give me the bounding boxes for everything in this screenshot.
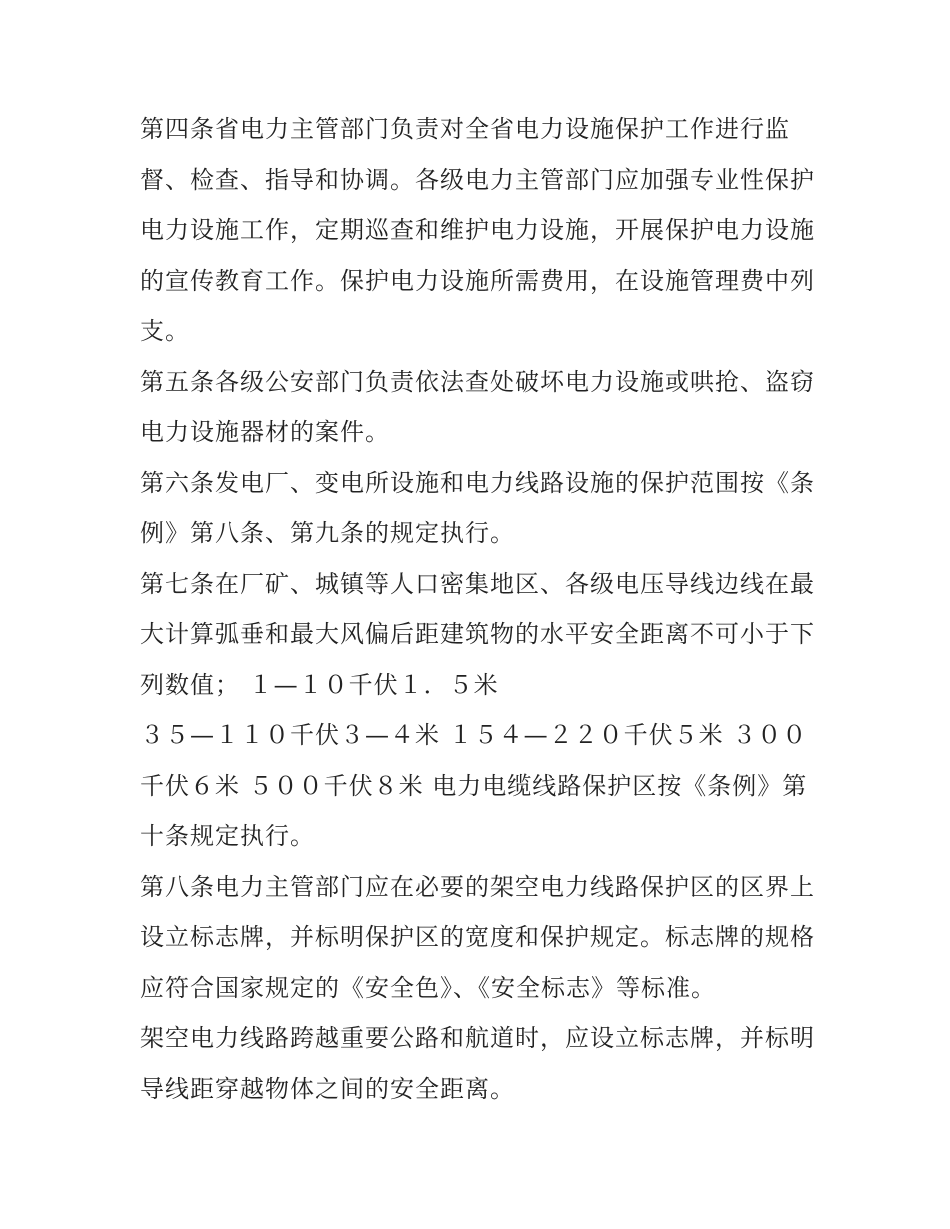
text-line: 第五条各级公安部门负责依法查处破坏电力设施或哄抢、盗窃: [140, 367, 815, 396]
text-line: 电力设施工作，定期巡查和维护电力设施，开展保护电力设施: [140, 216, 815, 244]
text-line: 督、检查、指导和协调。各级电力主管部门应加强专业性保护: [140, 165, 815, 194]
text-line: 的宣传教育工作。保护电力设施所需费用，在设施管理费中列: [140, 266, 815, 295]
text-line: 第八条电力主管部门应在必要的架空电力线路保护区的区界上: [140, 872, 815, 901]
text-line: 列数值； １—１０千伏１．５米: [140, 670, 499, 699]
text-line: 第七条在厂矿、城镇等人口密集地区、各级电压导线边线在最: [140, 569, 815, 598]
text-line: 十条规定执行。: [140, 822, 315, 850]
text-line: 第四条省电力主管部门负责对全省电力设施保护工作进行监: [140, 115, 790, 143]
text-line: 例》第八条、第九条的规定执行。: [140, 519, 515, 547]
text-line: 千伏６米 ５００千伏８米 电力电缆线路保护区按《条例》第: [140, 771, 808, 800]
text-line: 设立标志牌，并标明保护区的宽度和保护规定。标志牌的规格: [140, 923, 815, 951]
text-line: 支。: [140, 317, 190, 345]
text-line: 架空电力线路跨越重要公路和航道时，应设立标志牌，并标明: [140, 1024, 815, 1052]
text-line: 导线距穿越物体之间的安全距离。: [140, 1074, 515, 1103]
text-line: 电力设施器材的案件。: [140, 418, 390, 446]
text-line: ３５—１１０千伏３—４米 １５４—２２０千伏５米 ３００: [140, 721, 808, 749]
document-body: [140, 104, 820, 1114]
text-line: 应符合国家规定的《安全色》、《安全标志》等标准。: [140, 973, 716, 1002]
text-line: 第六条发电厂、变电所设施和电力线路设施的保护范围按《条: [140, 468, 815, 497]
text-line: 大计算弧垂和最大风偏后距建筑物的水平安全距离不可小于下: [140, 620, 815, 648]
